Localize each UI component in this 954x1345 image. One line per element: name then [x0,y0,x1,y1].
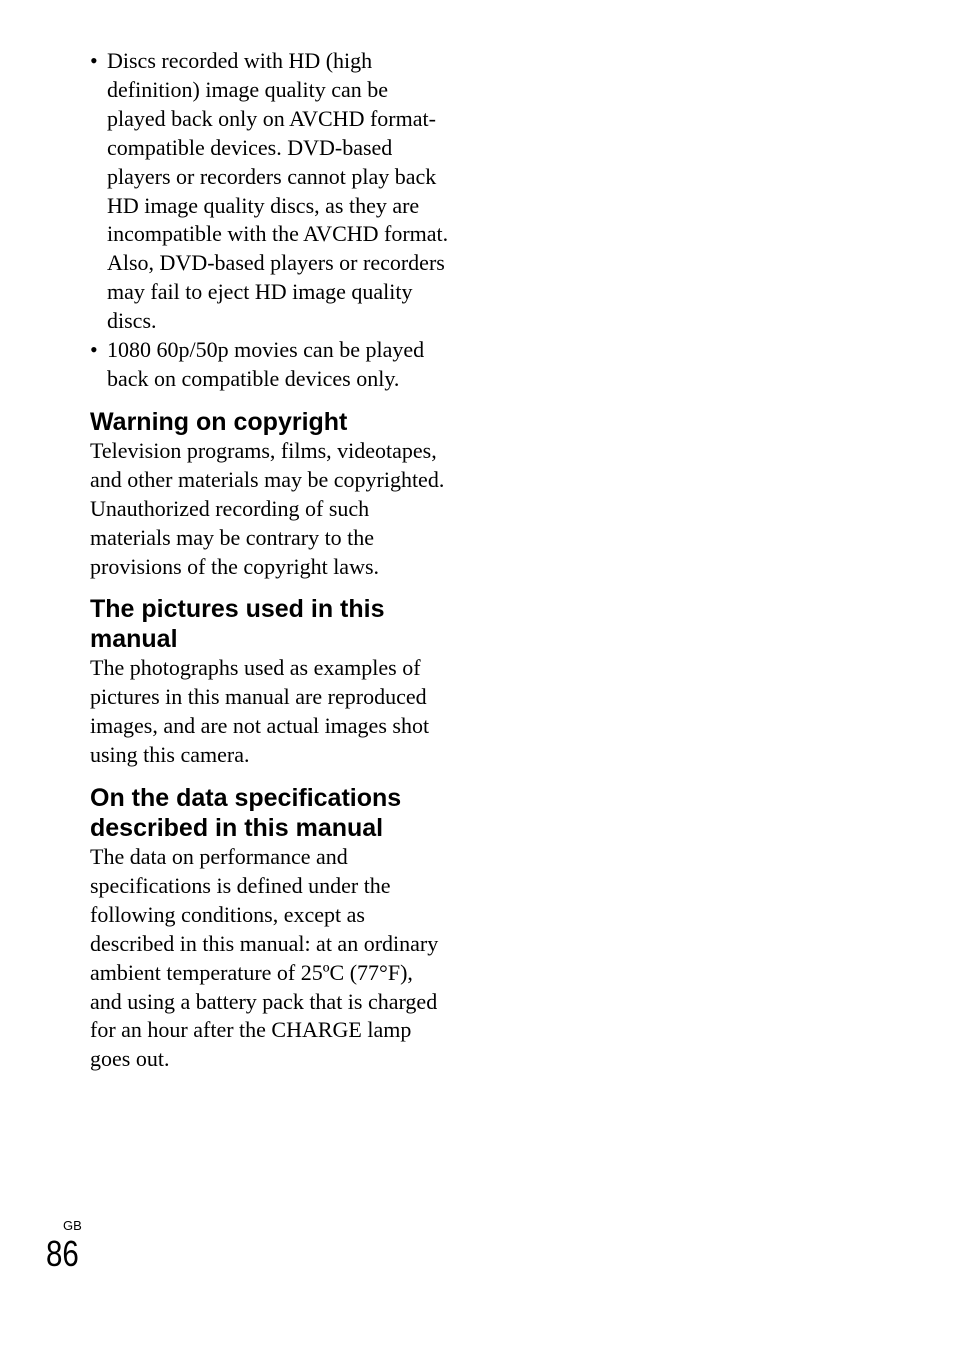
notes-list [90,47,450,394]
section-heading: The pictures used in this manual [90,595,385,654]
section-pictures [90,594,450,770]
section-body: The photographs used as examples of pictures in this manual are reproduced images, and are not actual images shot using this camera. [90,655,430,768]
section-body: Television programs, films, videotapes, and other materials may be copyrighted. Unauthorized recording of such materials may be contrary to the provisions of the copyright laws. [90,437,445,579]
list-item [90,47,450,336]
list-item [90,336,450,394]
bullet-marker: • [90,337,98,363]
section-body: The data on performance and specifications is defined under the following conditions, except as described in this manual: at an ordinary ambient temperature of 25ºC (77°F), and using a battery pack that is charged for an hour after the CHARGE lamp goes out. [90,844,439,1072]
section-data-specifications [90,783,450,1074]
bullet-marker: • [90,48,98,73]
section-copyright [90,407,450,582]
section-heading: Warning on copyright [90,407,348,436]
section-heading: On the data specifications described in this manual [90,784,402,843]
region-code: GB [63,1218,82,1233]
list-item-text: 1080 60p/50p movies can be played back on compatible devices only. [107,337,425,391]
page-number: 86 [46,1233,79,1274]
main-column [90,47,450,1074]
list-item-text: Discs recorded with HD (high definition) image quality can be played back only on AVCHD format-compatible devices. DVD-based players or recorders cannot play back HD image quality discs, as they are incompatible with the AVCHD format. Also, DVD-based players or recorders may fail to eject HD image quality discs. [107,48,449,334]
